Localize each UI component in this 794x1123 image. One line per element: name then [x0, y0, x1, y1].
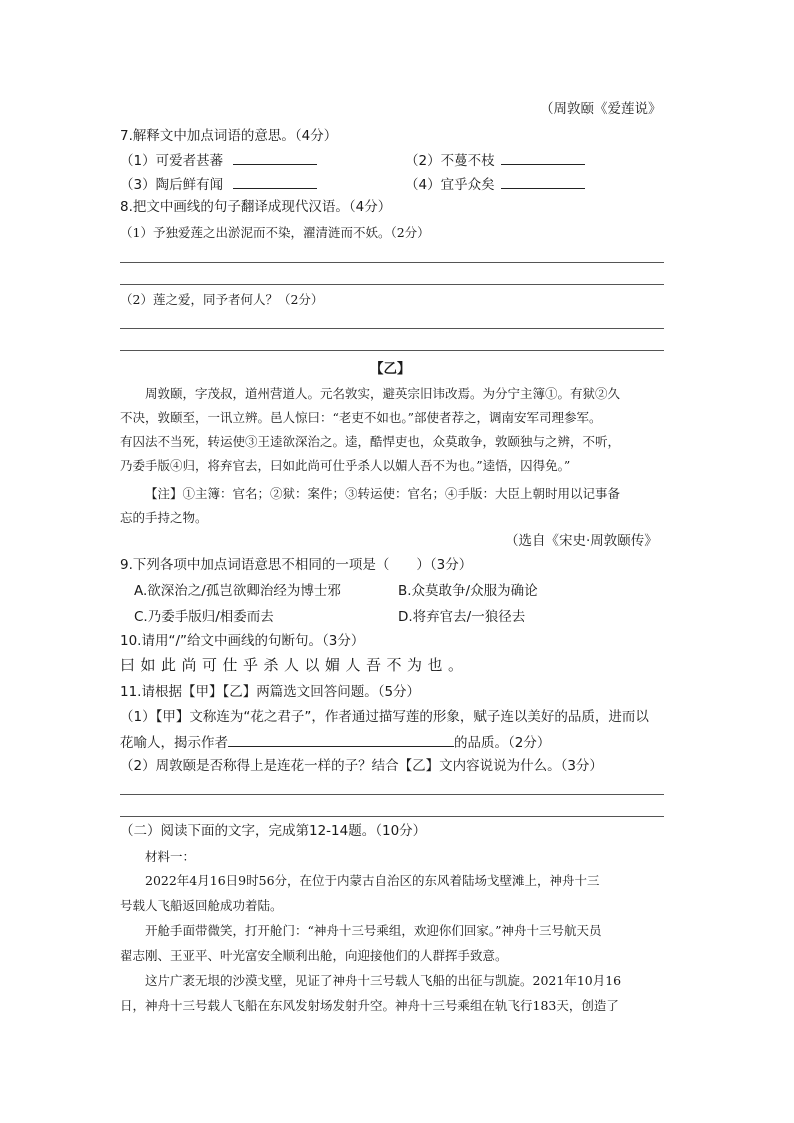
q11-part1-line1: （1）【甲】文称连为“花之君子”，作者通过描写莲的形象，赋子连以美好的品质，进而以	[120, 709, 649, 725]
q11-part1-line2	[120, 732, 550, 752]
q7-item-2	[405, 150, 585, 170]
part2-stem: （二）阅读下面的文字，完成第12-14题。（10分）	[120, 823, 427, 839]
q7-item-4	[405, 174, 585, 194]
yi-note-line: 忘的手持之物。	[120, 510, 208, 525]
q10-sentence: 曰如此尚可仕乎杀人以媚人吾不为也。	[120, 656, 469, 674]
q11-part1-prefix: 花喻人，揭示作者	[120, 735, 228, 751]
q8-stem: 8.把文中画线的句子翻译成现代汉语。（4分）	[120, 199, 392, 215]
material-line: 这片广袤无垠的沙漠戈壁，见证了神舟十三号载人飞船的出征与凯旋。2021年10月16	[145, 973, 622, 988]
q9-option-b[interactable]: B.众莫敢争/众服为确论	[398, 583, 538, 599]
q11-answer-blank[interactable]	[228, 732, 454, 747]
q7-item-1	[120, 150, 317, 170]
yi-note-line: 【注】①主簿：官名；②狱：案件；③转运使：官名；④手版：大臣上朝时用以记事备	[145, 486, 621, 501]
q10-stem: 10.请用“/”给文中画线的句断句。（3分）	[120, 633, 365, 649]
q7-item-4-text: （4）宜乎众矣	[405, 177, 495, 193]
answer-line[interactable]	[120, 816, 664, 817]
material-line: 2022年4月16日9时56分，在位于内蒙古自治区的东风着陆场戈壁滩上，神舟十三	[145, 873, 600, 888]
q7-answer-blank-2[interactable]	[501, 150, 585, 165]
q11-stem: 11.请根据【甲】【乙】两篇选文回答问题。（5分）	[120, 684, 421, 700]
q7-answer-blank-3[interactable]	[233, 174, 317, 189]
q7-item-2-text: （2）不蔓不枝	[405, 153, 495, 169]
yi-title: 【乙】	[370, 361, 411, 377]
yi-paragraph-line: 周敦颐，字茂叔，道州营道人。元名敦实，避英宗旧讳改焉。为分宁主簿①。有狱②久	[145, 386, 621, 401]
q9-stem: 9.下列各项中加点词语意思不相同的一项是（ ）（3分）	[120, 557, 473, 573]
source-yi: （选自《宋史·周敦颐传》	[505, 533, 658, 549]
q7-item-3-text: （3）陶后鲜有闻	[120, 177, 224, 193]
answer-line[interactable]	[120, 350, 664, 351]
source-jia: （周敦颐《爱莲说》	[540, 101, 662, 117]
yi-paragraph-line: 不决，敦颐至，一讯立辨。邑人惊曰：“老吏不如也。”部使者荐之，调南安军司理参军。	[120, 410, 602, 425]
material-label: 材料一：	[145, 849, 196, 864]
q8-sentence-1: （1）予独爱莲之出淤泥而不染，濯清涟而不妖。（2分）	[120, 225, 430, 240]
answer-line[interactable]	[120, 262, 664, 263]
q7-answer-blank-1[interactable]	[233, 150, 317, 165]
material-line: 翟志刚、王亚平、叶光富安全顺利出舱，向迎接他们的人群挥手致意。	[120, 948, 508, 963]
yi-paragraph-line: 有囚法不当死，转运使③王逵欲深治之。逵，酷悍吏也，众莫敢争，敦颐独与之辨，不听，	[120, 434, 621, 449]
q8-sentence-2: （2）莲之爱，同予者何人？（2分）	[120, 292, 324, 307]
q9-option-d[interactable]: D.将弃官去/一狼径去	[398, 609, 526, 625]
yi-paragraph-line: 乃委手版④归，将弃官去，曰如此尚可仕乎杀人以媚人吾不为也。”逵悟，囚得免。”	[120, 458, 571, 473]
q11-part2: （2）周敦颐是否称得上是连花一样的子？结合【乙】文内容说说为什么。（3分）	[120, 758, 603, 774]
q7-item-3	[120, 174, 317, 194]
material-line: 日，神舟十三号载人飞船在东风发射场发射升空。神舟十三号乘组在轨飞行183天，创造了	[120, 998, 619, 1013]
material-line: 号载人飞船返回舱成功着陆。	[120, 898, 283, 913]
q7-stem: 7.解释文中加点词语的意思。（4分）	[120, 128, 338, 144]
q7-answer-blank-4[interactable]	[501, 174, 585, 189]
material-line: 开舱手面带微笑，打开舱门：“神舟十三号乘组，欢迎你们回家。”神舟十三号航天员	[145, 923, 602, 938]
q9-option-c[interactable]: C.乃委手版归/相委而去	[134, 609, 274, 625]
q9-option-a[interactable]: A.欲深治之/孤岂欲卿治经为博士邪	[134, 583, 341, 599]
answer-line[interactable]	[120, 284, 664, 285]
answer-line[interactable]	[120, 328, 664, 329]
answer-line[interactable]	[120, 794, 664, 795]
q7-item-1-text: （1）可爱者甚蕃	[120, 153, 224, 169]
q11-part1-suffix: 的品质。（2分）	[454, 735, 551, 751]
